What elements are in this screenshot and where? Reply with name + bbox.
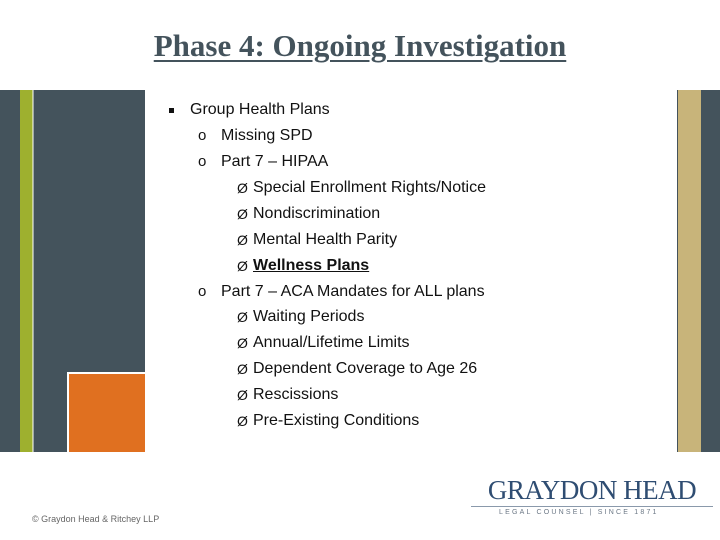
logo-divider [471,506,713,507]
circle-bullet-icon: o [198,153,207,170]
list-item-part7-hipaa: Part 7 – HIPAA [221,153,329,170]
arrow-bullet-icon: Ø [237,335,248,351]
list-item-part7-aca: Part 7 – ACA Mandates for ALL plans [221,283,485,300]
list-item-nondiscrimination: Nondiscrimination [253,205,381,222]
logo-tagline: LEGAL COUNSEL | SINCE 1871 [499,509,659,516]
list-item-mental-health-parity: Mental Health Parity [253,231,398,248]
slide-title: Phase 4: Ongoing Investigation [153,28,567,63]
circle-bullet-icon: o [198,127,207,144]
graydon-head-logo [471,476,713,516]
logo-wordmark: GRAYDON HEAD [487,475,697,505]
list-item-pre-existing-conditions: Pre-Existing Conditions [253,412,420,429]
arrow-bullet-icon: Ø [237,180,248,196]
list-item-missing-spd: Missing SPD [221,127,313,144]
arrow-bullet-icon: Ø [237,232,248,248]
arrow-bullet-icon: Ø [237,387,248,403]
arrow-bullet-icon: Ø [237,206,248,222]
list-item-annual-lifetime-limits: Annual/Lifetime Limits [253,334,410,351]
list-item-wellness-plans: Wellness Plans [253,257,370,274]
list-item-waiting-periods: Waiting Periods [253,308,365,325]
list-item-group-health-plans: Group Health Plans [190,101,330,118]
list-item-rescissions: Rescissions [253,386,339,403]
copyright-notice: © Graydon Head & Ritchey LLP [32,514,160,524]
square-bullet-icon [169,108,174,113]
arrow-bullet-icon: Ø [237,258,248,274]
list-item-special-enrollment: Special Enrollment Rights/Notice [253,179,486,196]
circle-bullet-icon: o [198,283,207,300]
arrow-bullet-icon: Ø [237,361,248,377]
arrow-bullet-icon: Ø [237,413,248,429]
list-item-dependent-coverage: Dependent Coverage to Age 26 [253,360,478,377]
arrow-bullet-icon: Ø [237,309,248,325]
